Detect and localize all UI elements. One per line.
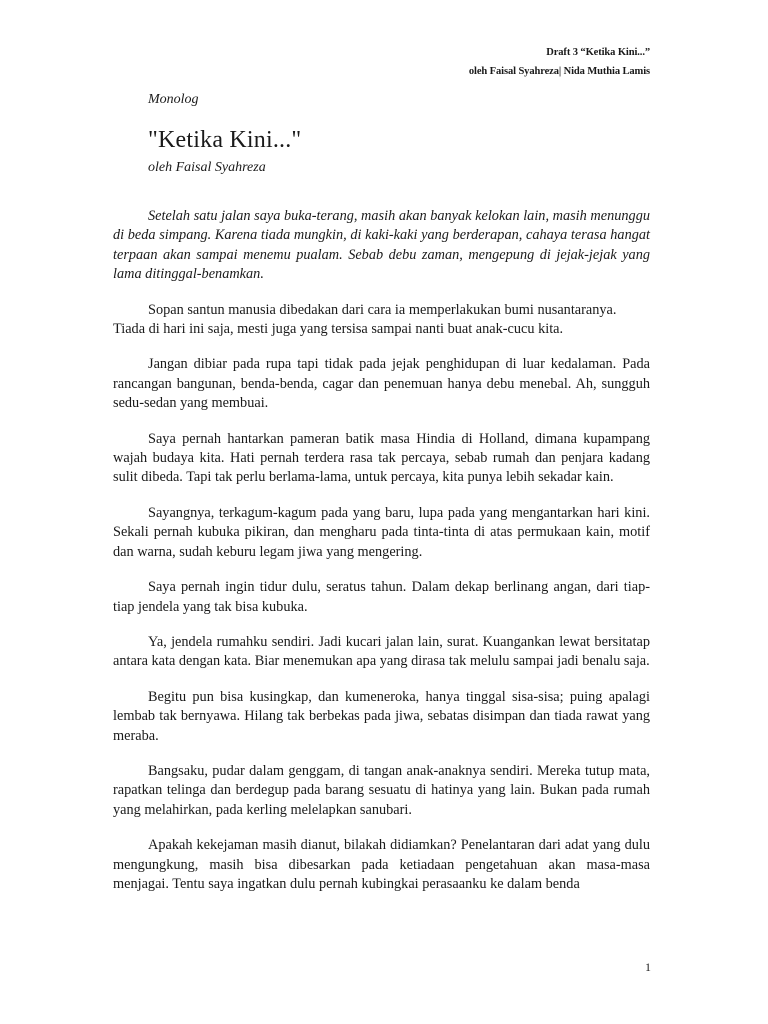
byline: oleh Faisal Syahreza — [148, 160, 266, 175]
paragraph: Begitu pun bisa kusingkap, dan kumeneroka, hanya tinggal sisa-sisa; puing apalagi lembab tak bernyawa. Hilang tak berbekas pada jiwa, sebatas disimpan dan tiada rawat yang meraba. — [113, 688, 650, 744]
document-title: "Ketika Kini..." — [148, 127, 302, 153]
genre-label: Monolog — [148, 92, 199, 107]
paragraph: Saya pernah hantarkan pameran batik masa Hindia di Holland, dimana kupampang wajah budaya kita. Hati pernah terdera rasa tak percaya, sebab rumah dan penjara kadang sulit dibeda. Tapi tak perlu berlama-lama, untuk percaya, kita punya lebih sekadar kain. — [113, 430, 650, 486]
page-header — [469, 43, 650, 81]
paragraph: Sopan santun manusia dibedakan dari cara ia memperlakukan bumi nusantaranya. Tiada di hari ini saja, mesti juga yang tersisa sampai nanti buat anak-cucu kita. — [113, 301, 617, 338]
paragraph: Saya pernah ingin tidur dulu, seratus tahun. Dalam dekap berlinang angan, dari tiap-tiap jendela yang tak bisa kubuka. — [113, 579, 650, 615]
paragraph: Sayangnya, terkagum-kagum pada yang baru, lupa pada yang mengantarkan hari kini. Sekali pernah kubuka pikiran, dan mengharu pada tinta-tinta di atas permukaan kain, motif dan warna, sudah keburu legam jiwa yang mengering. — [113, 504, 650, 560]
paragraph: Jangan dibiar pada rupa tapi tidak pada jejak penghidupan di luar kedalaman. Pada rancangan bangunan, benda-benda, cagar dan penemuan hanya debu menebal. Ah, sungguh sedu-sedan yang membuai. — [113, 356, 650, 412]
body-text — [113, 207, 650, 910]
paragraph: Ya, jendela rumahku sendiri. Jadi kucari jalan lain, surat. Kuangankan lewat bersitatap antara kata dengan kata. Biar menemukan apa yang dirasa tak melulu sampai jadi benalu saja. — [113, 633, 650, 670]
paragraph-intro: Setelah satu jalan saya buka-terang, masih akan banyak kelokan lain, masih menunggu di beda simpang. Karena tiada mungkin, di kaki-kaki yang berderapan, cahaya terasa hangat terpaan akan sampai menemu pualam. Sebab debu zaman, mengepung di jejak-jejak yang lama ditinggal-benamkan. — [113, 208, 650, 283]
draft-label: Draft 3 “Ketika Kini...” — [546, 47, 650, 58]
page-number: 1 — [645, 960, 651, 974]
paragraph: Apakah kekejaman masih dianut, bilakah didiamkan? Penelantaran dari adat yang dulu mengungkung, masih bisa dibesarkan pada ketiadaan pengetahuan akan masa-masa menjagai. Tentu saya ingatkan dulu pernah kubingkai perasaanku ke dalam benda — [113, 837, 650, 892]
authors-label: oleh Faisal Syahreza| Nida Muthia Lamis — [468, 66, 650, 77]
paragraph: Bangsaku, pudar dalam genggam, di tangan anak-anaknya sendiri. Mereka tutup mata, rapatkan telinga dan berdegup pada barang sesuatu di hatinya yang lain. Bukan pada rumah yang melahirkan, pada kerling melelapkan sanubari. — [113, 762, 650, 818]
